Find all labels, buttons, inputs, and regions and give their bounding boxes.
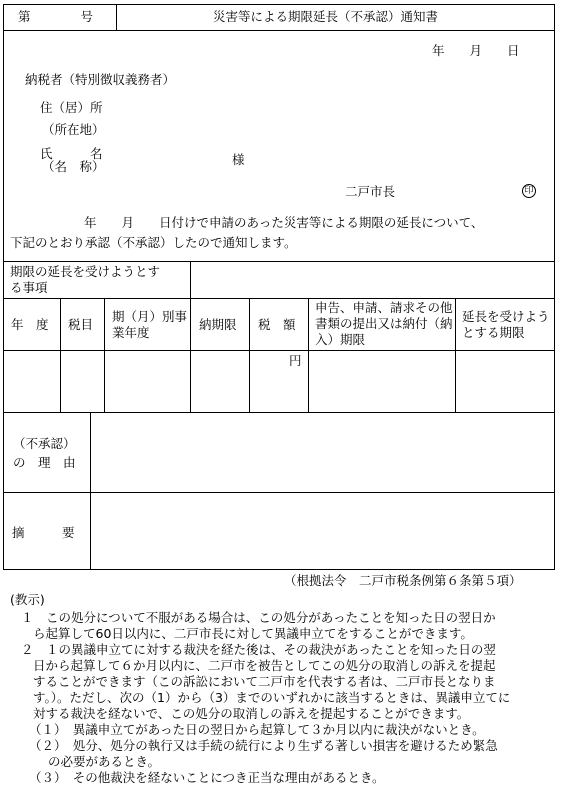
issuer-title: 二戸市長 (345, 184, 396, 199)
col-divider-1 (60, 298, 61, 412)
col-divider-2 (104, 298, 105, 412)
col-header-tax-item: 税目 (68, 317, 94, 332)
yen-unit-label: 円 (289, 353, 302, 368)
summary-label: 摘 要 (12, 525, 75, 540)
legal-basis: （根拠法令 二戸市税条例第６条第５項） (284, 573, 522, 588)
column-header-top-border (3, 298, 555, 299)
col-header-fiscal-year: 年 度 (11, 317, 49, 332)
reason-divider (90, 412, 91, 570)
instruction-line: の必要があるとき。 (48, 754, 161, 769)
col-divider-3 (190, 298, 191, 412)
official-seal-mark: 印 (522, 184, 536, 198)
instruction-line: （３） その他裁決を経ないことにつき正当な理由があるとき。 (29, 770, 385, 785)
document-number-label: 第 号 (18, 9, 94, 24)
col-divider-4 (249, 298, 250, 412)
instruction-line: ２ １の異議申立てに対する裁決を経た後は、その裁決があったことを知った日の翌 (21, 642, 496, 657)
honorific-sama: 様 (232, 152, 245, 167)
instruction-line: す。）。ただし、次の（1）から（3）までのいずれかに該当するときは、異議申立てに (33, 690, 511, 705)
col-header-requested-extension: 延長を受けようとする期限 (462, 309, 550, 340)
instruction-line: 対する裁決を経ないで、この処分の取消しの訴えを提起することができます。 (33, 706, 470, 721)
column-header-bottom-border (3, 350, 555, 351)
name-label: 氏 名 (40, 146, 103, 161)
reason-label-line1: （不承認） (13, 436, 76, 451)
subject-label-line1: 期限の延長を受けようとす (10, 264, 161, 279)
reason-label-line2: の 理 由 (13, 455, 76, 470)
instruction-line: （２） 処分、処分の執行又は手続の続行により生ずる著しい損害を避けるため緊急 (29, 738, 498, 753)
taxpayer-label: 納税者（特別徴収義務者） (25, 72, 176, 87)
col-divider-6 (455, 298, 456, 412)
header-divider (116, 4, 117, 31)
subject-label-line2: る事項 (10, 280, 48, 295)
table-top-border (3, 261, 555, 262)
instruction-line: ら起算して60日以内に、二戸市長に対して異議申立てをすることができます。 (33, 626, 473, 641)
location-label: （所在地） (42, 122, 105, 137)
document-title: 災害等による期限延長（不承認）通知書 (213, 9, 439, 24)
address-label: 住（居）所 (40, 100, 103, 115)
instruction-line: 日から起算して６か月以内に、二戸市を被告としてこの処分の取消しの訴えを提起 (33, 658, 496, 673)
col-divider-5 (308, 298, 309, 412)
col-header-tax-amount: 税 額 (258, 317, 296, 332)
instructions-heading: (教示) (10, 592, 45, 607)
instruction-line: することができます（この訴訟において二戸市を代表する者は、二戸市長となりま (33, 674, 496, 689)
col-header-due-date: 納期限 (199, 317, 237, 332)
body-text-line1: 年 月 日付けで申請のあった災害等による期限の延長について、 (84, 215, 484, 230)
summary-top-border (3, 492, 555, 493)
data-row-bottom-border (3, 412, 555, 413)
body-text-line2: 下記のとおり承認（不承認）したので通知します。 (10, 235, 297, 250)
col-header-period: 期（月）別事業年度 (112, 309, 188, 340)
name-label-sub: （名 称） (42, 159, 105, 174)
col-header-filing-deadline: 申告、申請、請求その他書類の提出又は納付（納入）期限 (315, 300, 453, 347)
instruction-line: （１） 異議申立てがあった日の翌日から起算して３か月以内に裁決がないとき。 (29, 722, 485, 737)
subject-divider (190, 261, 191, 298)
issue-date: 年 月 日 (432, 43, 520, 58)
instruction-line: １ この処分について不服がある場合は、この処分があったことを知った日の翌日か (21, 610, 496, 625)
